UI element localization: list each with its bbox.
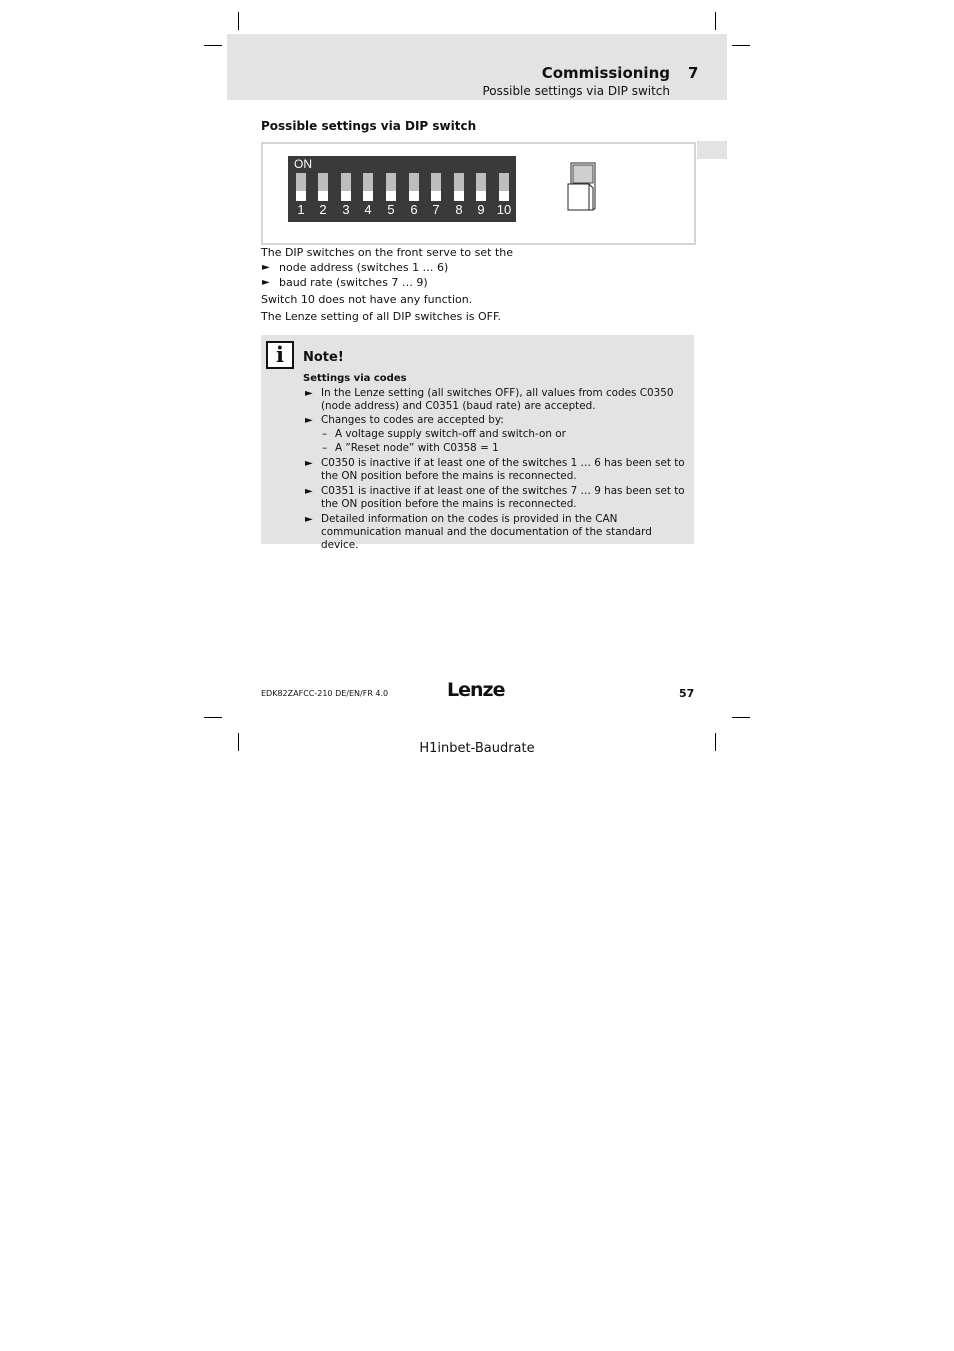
dip-switch-1: [296, 173, 306, 201]
crop-mark: [204, 45, 222, 46]
note-subitem: A voltage supply switch-off and switch-on or: [335, 428, 566, 440]
bullet-icon: ►: [305, 458, 313, 469]
dip-switch-number: 9: [477, 202, 485, 217]
note-title: Note!: [303, 350, 344, 365]
dip-switch-number: 1: [297, 202, 305, 217]
intro-text: The DIP switches on the front serve to set the: [261, 246, 514, 259]
note-item: C0351 is inactive if at least one of the switches 7 … 9 has been set to the ON position before the mains is reconnected.: [321, 485, 685, 510]
bullet-icon: ►: [262, 262, 270, 273]
bullet-icon: ►: [262, 277, 270, 288]
bullet-icon: ►: [305, 514, 313, 525]
chapter-title: Commissioning: [541, 64, 670, 82]
note-subitem: A ”Reset node” with C0358 = 1: [335, 442, 499, 454]
dip-switch-10: [499, 173, 509, 201]
chapter-subtitle: Possible settings via DIP switch: [482, 84, 670, 98]
crop-mark: [238, 12, 239, 30]
dash-icon: –: [322, 442, 328, 454]
switch10-text: Switch 10 does not have any function.: [261, 293, 473, 306]
dip-switch-number: 3: [342, 202, 350, 217]
note-item: C0350 is inactive if at least one of the switches 1 … 6 has been set to the ON position before the mains is reconnected.: [321, 457, 685, 482]
dip-switch-5: [386, 173, 396, 201]
dip-switch-number: 6: [410, 202, 418, 217]
list-item: node address (switches 1 … 6): [279, 261, 449, 274]
info-icon: i: [266, 341, 294, 369]
dip-switch-7: [431, 173, 441, 201]
dip-switch-9: [476, 173, 486, 201]
crop-mark: [204, 717, 222, 718]
dash-icon: –: [322, 428, 328, 440]
document-id: EDK82ZAFCC-210 DE/EN/FR 4.0: [261, 689, 389, 698]
lenze-logo: Lenze: [447, 679, 505, 701]
thumb-tab: [697, 141, 727, 159]
dip-switch-number: 2: [319, 202, 327, 217]
dip-switch-6: [409, 173, 419, 201]
lenze-setting-text: The Lenze setting of all DIP switches is OFF.: [261, 310, 502, 323]
dip-switch-number: 4: [364, 202, 372, 217]
dip-switch-4: [363, 173, 373, 201]
caption: H1inbet-Baudrate: [419, 741, 535, 756]
dip-switch-off-icon: [563, 160, 599, 214]
dip-switch-8: [454, 173, 464, 201]
dip-switch-number: 8: [455, 202, 463, 217]
dip-switch-number: 7: [432, 202, 440, 217]
dip-on-label: ON: [294, 157, 312, 171]
dip-switch-2: [318, 173, 328, 201]
list-item: baud rate (switches 7 … 9): [279, 276, 428, 289]
note-item: In the Lenze setting (all switches OFF), all values from codes C0350 (node address) and C0351 (baud rate) are accepted.: [321, 387, 674, 412]
crop-mark: [715, 12, 716, 30]
dip-switch-block: [288, 156, 516, 222]
chapter-number: 7: [688, 64, 699, 82]
note-item: Detailed information on the codes is provided in the CAN communication manual and the documentation of the standard device.: [321, 513, 652, 551]
bullet-icon: ►: [305, 388, 313, 399]
crop-mark: [732, 45, 750, 46]
dip-switch-3: [341, 173, 351, 201]
page-number: 57: [679, 687, 695, 700]
bullet-icon: ►: [305, 486, 313, 497]
bullet-icon: ►: [305, 415, 313, 426]
note-subheading: Settings via codes: [303, 373, 407, 384]
section-heading: Possible settings via DIP switch: [261, 119, 477, 133]
note-item: Changes to codes are accepted by:: [321, 414, 504, 426]
dip-switch-number: 10: [496, 202, 512, 217]
dip-switch-number: 5: [387, 202, 395, 217]
crop-mark: [732, 717, 750, 718]
